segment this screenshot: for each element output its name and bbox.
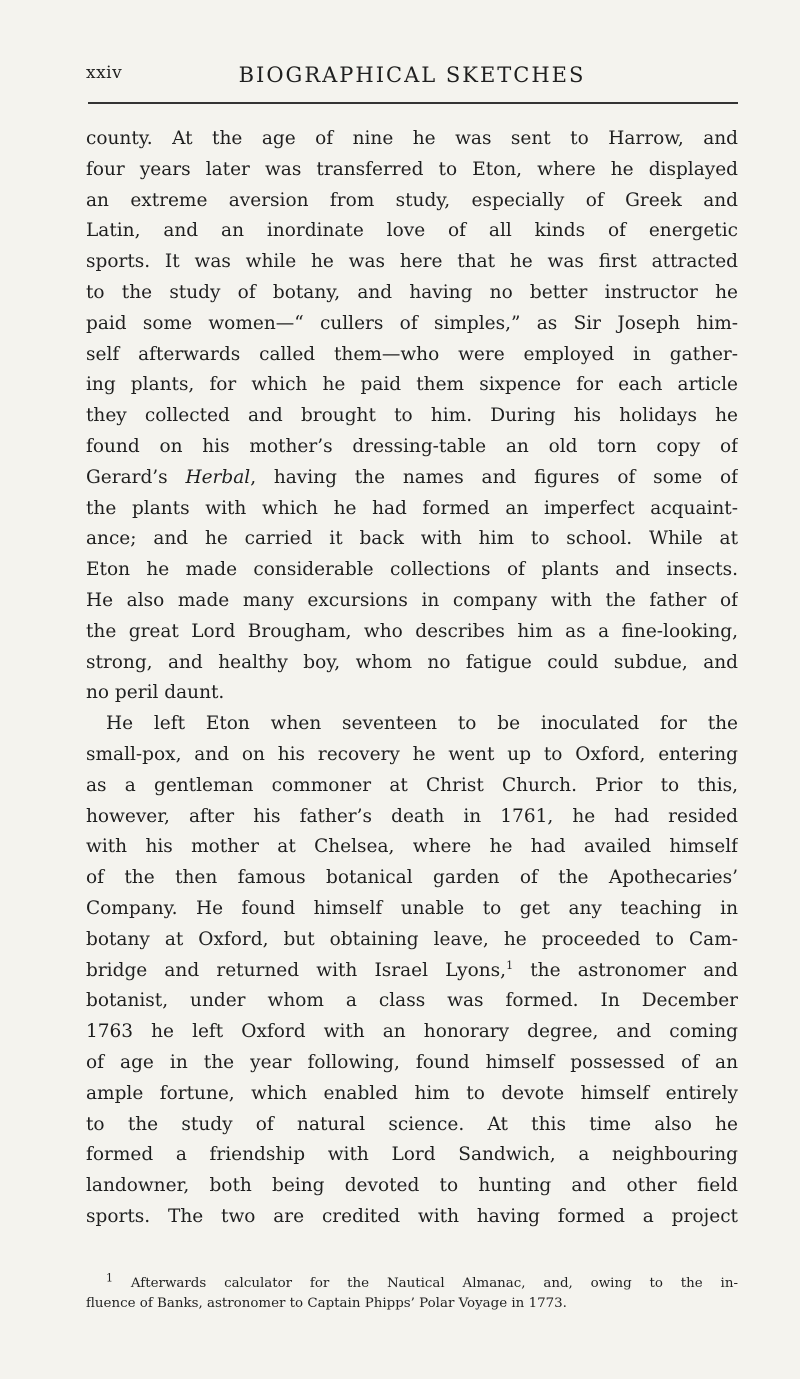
running-header xyxy=(86,63,738,91)
text-line: to the study of natural science. At this time also he xyxy=(86,1113,738,1135)
text-line: sports. It was while he was here that he was first attracted xyxy=(86,251,738,273)
text-line: formed a friendship with Lord Sandwich, a neighbouring xyxy=(86,1144,738,1166)
page-number: xxiv xyxy=(86,63,123,83)
text-line: of age in the year following, found himself possessed of an xyxy=(86,1051,738,1073)
footnote-marker: 1 xyxy=(106,1271,113,1285)
text-line: with his mother at Chelsea, where he had availed himself xyxy=(86,836,738,858)
text-line: an extreme aversion from study, especially of Greek and xyxy=(86,189,738,211)
text-line: to the study of botany, and having no better instructor he xyxy=(86,281,738,303)
header-rule xyxy=(88,102,738,104)
text-line: found on his mother’s dressing-table an old torn copy of xyxy=(86,435,738,457)
footnote xyxy=(86,1271,738,1314)
text-line xyxy=(86,956,738,987)
text-line: small-pox, and on his recovery he went up to Oxford, entering xyxy=(86,743,738,765)
text-line: county. At the age of nine he was sent to Harrow, and xyxy=(86,128,738,149)
text-line: four years later was transferred to Eton, where he displayed xyxy=(86,158,738,180)
text-line: Eton he made considerable collections of plants and insects. xyxy=(86,559,738,581)
text-line: ing plants, for which he paid them sixpence for each article xyxy=(86,374,738,396)
text-line: He also made many excursions in company with the father of xyxy=(86,589,738,611)
text-line: ance; and he carried it back with him to school. While at xyxy=(86,528,738,550)
text-line: sports. The two are credited with having formed a project xyxy=(86,1205,738,1227)
text-line: Company. He found himself unable to get any teaching in xyxy=(86,897,738,919)
text-line: ample fortune, which enabled him to devote himself entirely xyxy=(86,1082,738,1104)
text-fragment: the astronomer and xyxy=(513,959,738,981)
text-line: of the then famous botanical garden of the Apothecaries’ xyxy=(86,867,738,889)
body-text xyxy=(86,124,738,1233)
text-line: the great Lord Brougham, who describes him as a fine-looking, xyxy=(86,620,738,642)
book-title-herbal: Herbal xyxy=(185,466,251,488)
text-fragment: bridge and returned with Israel Lyons, xyxy=(86,959,507,981)
text-fragment: , having the names and figures of some of xyxy=(250,466,738,488)
footnote-line: fluence of Banks, astronomer to Captain Phipps’ Polar Voyage in 1773. xyxy=(86,1296,567,1311)
text-line xyxy=(86,463,738,494)
footnote-reference: 1 xyxy=(506,958,514,972)
running-title: BIOGRAPHICAL SKETCHES xyxy=(238,63,586,87)
footnote-text: Afterwards calculator for the Nautical Almanac, and, owing to the in- xyxy=(113,1276,738,1291)
text-line: however, after his father’s death in 1761, he had resided xyxy=(86,805,738,827)
text-line: the plants with which he had formed an imperfect acquaint- xyxy=(86,497,738,519)
footnote-line xyxy=(86,1271,738,1294)
paragraph-start-line: He left Eton when seventeen to be inoculated for the xyxy=(106,713,738,735)
text-line: strong, and healthy boy, whom no fatigue could subdue, and xyxy=(86,651,738,673)
text-line: 1763 he left Oxford with an honorary degree, and coming xyxy=(86,1021,738,1043)
text-line: self afterwards called them—who were employed in gather- xyxy=(86,343,738,365)
text-fragment: Gerard’s xyxy=(86,466,186,488)
text-line: botanist, under whom a class was formed. In December xyxy=(86,990,738,1012)
text-line: paid some women—“ cullers of simples,” as Sir Joseph him- xyxy=(86,312,738,334)
text-line: as a gentleman commoner at Christ Church. Prior to this, xyxy=(86,774,738,796)
text-line: landowner, both being devoted to hunting and other field xyxy=(86,1175,738,1197)
text-line: they collected and brought to him. During his holidays he xyxy=(86,405,738,427)
text-line: botany at Oxford, but obtaining leave, he proceeded to Cam- xyxy=(86,928,738,950)
text-line: no peril daunt. xyxy=(86,682,225,704)
text-line: Latin, and an inordinate love of all kinds of energetic xyxy=(86,220,738,242)
